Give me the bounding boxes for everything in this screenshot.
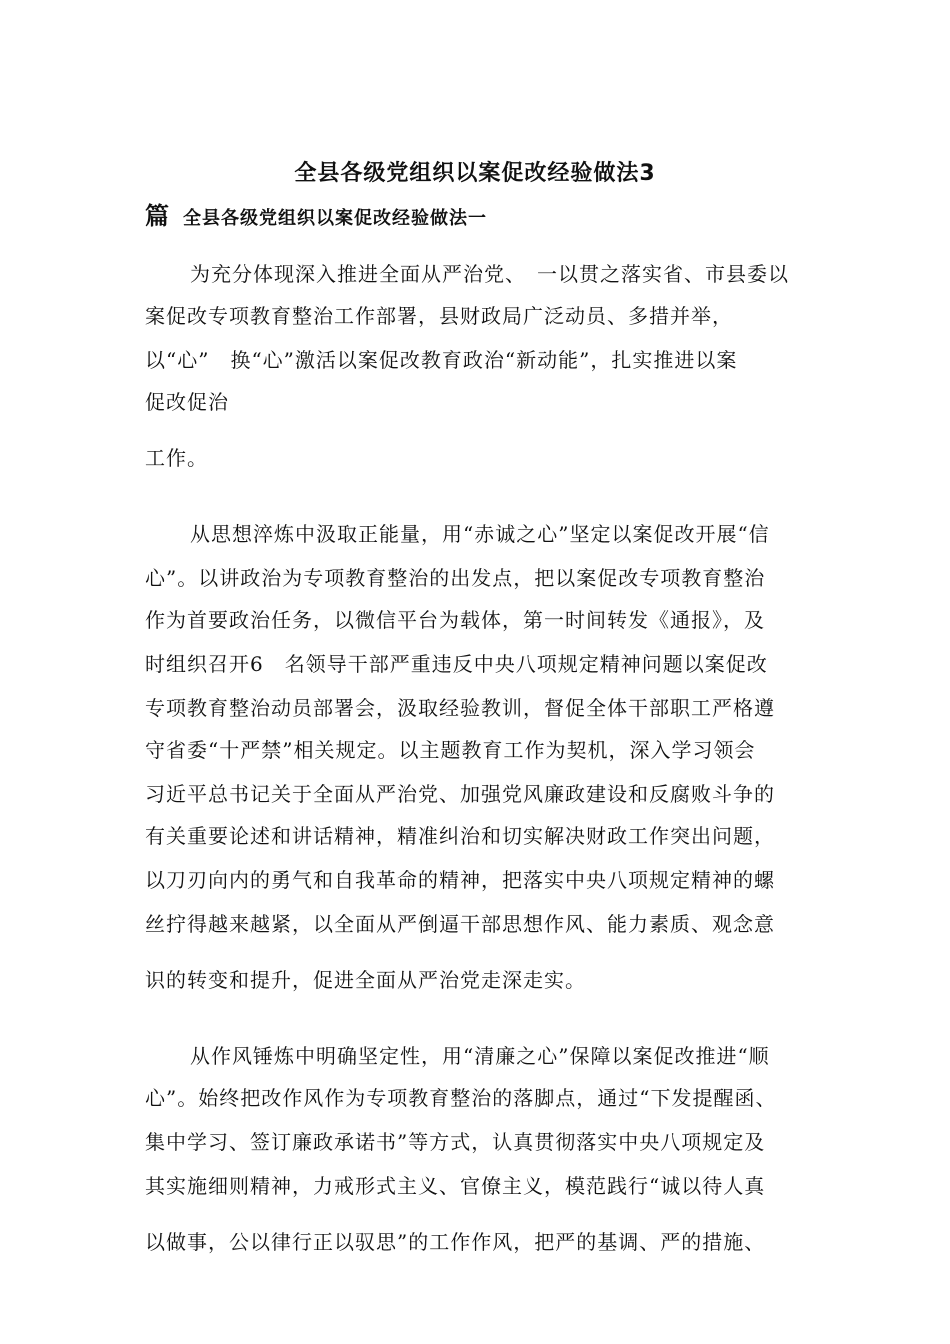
section-heading xyxy=(145,196,487,231)
paragraph-3-line-3: 集中学习、签订廉政承诺书”等方式，认真贯彻落实中央八项规定及 xyxy=(145,1130,766,1154)
paragraph-2-line-5: 专项教育整治动员部署会，汲取经验教训，督促全体干部职工严格遵 xyxy=(145,696,775,720)
paragraph-2-line-7: 习近平总书记关于全面从严治党、加强党风廉政建设和反腐败斗争的 xyxy=(145,782,775,806)
paragraph-3-line-2: 心”。始终把改作风作为专项教育整治的落脚点，通过“下发提醒函、 xyxy=(145,1086,777,1110)
paragraph-1-line-4: 促改促治 xyxy=(145,390,229,414)
paragraph-1-line-3: 以“心” 换“心”激活以案促改教育政治“新动能”，扎实推进以案 xyxy=(145,348,738,372)
paragraph-2-line-1: 从思想淬炼中汲取正能量，用“赤诚之心”坚定以案促改开展“信 xyxy=(190,522,770,546)
paragraph-2-line-6: 守省委“十严禁”相关规定。以主题教育工作为契机，深入学习领会 xyxy=(145,738,756,762)
paragraph-1-line-2: 案促改专项教育整治工作部署，县财政局广泛动员、多措并举， xyxy=(145,304,733,328)
paragraph-2-line-2: 心”。以讲政治为专项教育整治的出发点，把以案促改专项教育整治 xyxy=(145,566,766,590)
paragraph-3-line-1: 从作风锤炼中明确坚定性，用“清廉之心”保障以案促改推进“顺 xyxy=(190,1044,770,1068)
paragraph-2-line-4: 时组织召开6 名领导干部严重违反中央八项规定精神问题以案促改 xyxy=(145,652,768,676)
paragraph-2-line-10: 丝拧得越来越紧，以全面从严倒逼干部思想作风、能力素质、观念意 xyxy=(145,912,775,936)
paragraph-3-line-5: 以做事，公以律行正以驭思”的工作作风，把严的基调、严的措施、 xyxy=(145,1230,766,1254)
document-title: 全县各级党组织以案促改经验做法3 xyxy=(294,161,656,186)
paragraph-2-line-3: 作为首要政治任务，以微信平台为载体，第一时间转发《通报》，及 xyxy=(145,608,765,632)
section-mark: 篇 xyxy=(145,202,169,230)
paragraph-2-line-11: 识的转变和提升，促进全面从严治党走深走实。 xyxy=(145,968,586,992)
section-title: 全县各级党组织以案促改经验做法一 xyxy=(183,208,487,229)
paragraph-2-line-8: 有关重要论述和讲话精神，精准纠治和切实解决财政工作突出问题， xyxy=(145,824,775,848)
paragraph-2-line-9: 以刀刃向内的勇气和自我革命的精神，把落实中央八项规定精神的螺 xyxy=(145,868,775,892)
paragraph-1-line-1: 为充分体现深入推进全面从严治党、 一以贯之落实省、市县委以 xyxy=(190,262,789,286)
paragraph-1-line-5: 工作。 xyxy=(145,446,208,470)
paragraph-3-line-4: 其实施细则精神，力戒形式主义、官僚主义，模范践行“诚以待人真 xyxy=(145,1174,766,1198)
